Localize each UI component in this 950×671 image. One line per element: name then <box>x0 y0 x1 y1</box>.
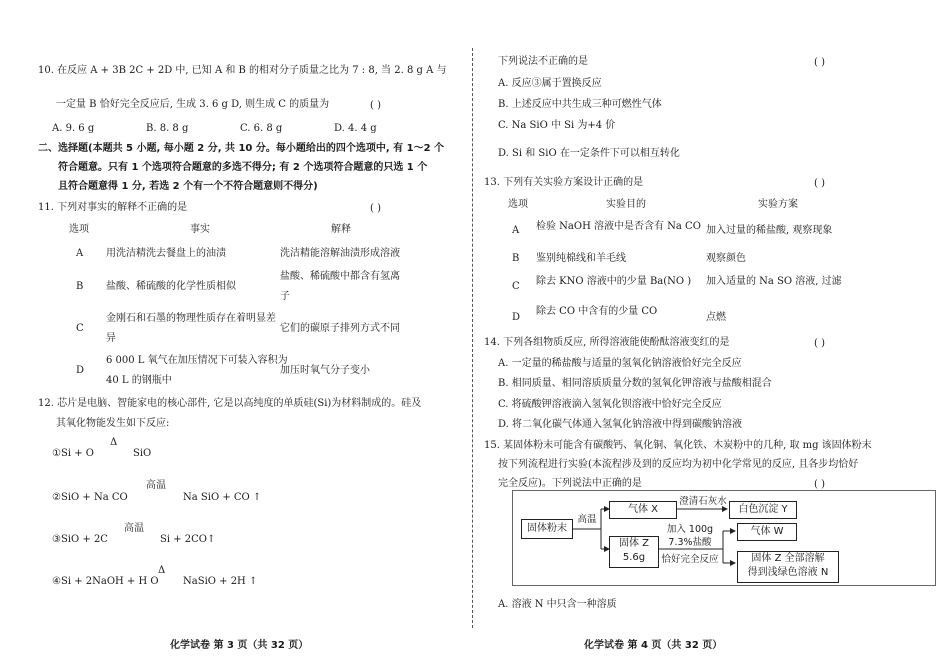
q11-row-d-expl: 加压时氧气分子变小 <box>280 365 370 376</box>
q12-reaction2-right: Na SiO + CO ↑ <box>183 492 262 503</box>
q11-row-c-fact: 金刚石和石墨的物理性质存在着明显差 <box>106 313 276 324</box>
q12-reaction4-right: NaSiO + 2H ↑ <box>183 576 258 587</box>
q13-row-c-goal: 除去 KNO 溶液中的少量 Ba(NO ) <box>536 276 692 287</box>
q11-row-b-expl: 盐酸、稀硫酸中都含有氢离 <box>280 271 400 282</box>
flow-node-gas-x: 气体 X <box>609 501 677 519</box>
q12-reaction4-condition: Δ <box>158 565 166 576</box>
q12-reaction1-condition: Δ <box>110 437 118 448</box>
flow-cond-acid: 7.3%盐酸 <box>668 537 712 548</box>
flow-solid-z-label: 固体 Z <box>618 538 650 549</box>
q12-line1: 12. 芯片是电脑、智能家电的核心部件, 它是以高纯度的单质硅(Si)为材料制成的。硅及 <box>38 398 422 409</box>
flow-solution-n-line1: 固体 Z 全部溶解 <box>751 553 825 564</box>
section2-line2: 符合题意。只有 1 个选项符合题意的多选不得分; 有 2 个选项符合题意的只选 1 个 <box>58 162 428 173</box>
flow-cond-add: 加入 100g <box>666 524 714 535</box>
q11-row-c-fact2: 异 <box>106 333 116 344</box>
flow-solid-z-mass: 5.6g <box>622 552 646 563</box>
flow-node-start: 固体粉末 <box>521 519 573 539</box>
q11-header-option: 选项 <box>69 224 89 235</box>
q12-line2: 其氧化物能发生如下反应: <box>56 418 170 429</box>
q12-reaction2-left: ②SiO + Na CO <box>52 492 128 503</box>
q13-row-c-plan: 加入适量的 Na SO 溶液, 过滤 <box>706 276 842 287</box>
q11-row-a-fact: 用洗洁精洗去餐盘上的油渍 <box>106 248 226 259</box>
q15-line1: 15. 某固体粉末可能含有碳酸钙、氧化铜、氧化铁、木炭粉中的几种, 取 mg 该固体粉末 <box>484 440 872 451</box>
q12-option-d: D. Si 和 SiO 在一定条件下可以相互转化 <box>498 148 680 159</box>
q10-option-d: D. 4. 4 g <box>334 123 377 134</box>
q13-row-b-goal: 鉴别纯棉线和羊毛线 <box>536 253 626 264</box>
q12-reaction1-right: SiO <box>133 448 152 459</box>
q13-row-a-goal: 检验 NaOH 溶液中是否含有 Na CO <box>536 221 701 232</box>
flow-node-gas-w: 气体 W <box>737 523 797 541</box>
q12-reaction1-left: ①Si + O <box>52 448 94 459</box>
q11-answer-paren: ( ) <box>370 203 381 214</box>
q15-line3: 完全反应)。下列说法中正确的是 <box>498 478 642 489</box>
section2-line3: 且符合题意得 1 分, 若选 2 个有一个不符合题意则不得分) <box>58 181 318 192</box>
q11-header-fact: 事实 <box>190 224 210 235</box>
flow-solution-n-line2: 得到浅绿色溶液 N <box>747 567 829 578</box>
q15-option-a: A. 溶液 N 中只含一种溶质 <box>498 599 617 610</box>
q14-answer-paren: ( ) <box>814 338 825 349</box>
q15-flowchart <box>512 490 936 586</box>
q13-row-d-opt: D <box>512 312 521 323</box>
left-page <box>0 0 470 671</box>
q12-answer-paren: ( ) <box>814 57 825 68</box>
q12-option-c: C. Na SiO 中 Si 为+4 价 <box>498 120 616 131</box>
q11-row-a-opt: A <box>76 248 84 259</box>
flow-node-precipitate-y: 白色沉淀 Y <box>729 501 797 519</box>
flow-node-solid-z <box>609 536 659 568</box>
q13-header-plan: 实验方案 <box>758 199 798 210</box>
q12-reaction3-left: ③SiO + 2C <box>52 534 108 545</box>
flow-cond-limewater: 澄清石灰水 <box>679 496 727 507</box>
left-page-footer: 化学试卷 第 3 页（共 32 页） <box>170 640 309 651</box>
q15-line2: 按下列流程进行实验(本流程涉及到的反应均为初中化学常见的反应, 且各步均恰好 <box>498 459 859 470</box>
q11-row-c-expl: 它们的碳原子排列方式不同 <box>280 323 400 334</box>
q10-answer-paren: ( ) <box>370 100 381 111</box>
q13-row-b-opt: B <box>512 253 520 264</box>
q15-answer-paren: ( ) <box>814 479 825 490</box>
flow-cond-high-temp: 高温 <box>577 514 597 525</box>
q12-option-a: A. 反应③属于置换反应 <box>498 78 602 89</box>
q11-row-b-expl2: 子 <box>280 291 290 302</box>
q13-row-d-plan: 点燃 <box>706 312 726 323</box>
q14-option-b: B. 相同质量、相同溶质质量分数的氢氧化钾溶液与盐酸相混合 <box>498 378 772 389</box>
q14-option-c: C. 将硫酸钾溶液滴入氢氧化钡溶液中恰好完全反应 <box>498 399 722 410</box>
q14-stem: 14. 下列各组物质反应, 所得溶液能使酚酞溶液变红的是 <box>484 337 730 348</box>
flow-node-solution-n <box>737 551 839 583</box>
right-page-footer: 化学试卷 第 4 页（共 32 页） <box>584 640 723 651</box>
q12-reaction4-left: ④Si + 2NaOH + H O <box>52 576 159 587</box>
q10-option-a: A. 9. 6 g <box>52 123 95 134</box>
q13-header-option: 选项 <box>508 199 528 210</box>
q11-header-expl: 解释 <box>331 224 351 235</box>
q12-reaction2-condition: 高温 <box>146 480 166 491</box>
q10-option-b: B. 8. 8 g <box>146 123 189 134</box>
q10-line1: 10. 在反应 A + 3B 2C + 2D 中, 已知 A 和 B 的相对分子质量之比为 7 : 8, 当 2. 8 g A 与 <box>38 65 447 76</box>
q13-row-b-plan: 观察颜色 <box>706 253 746 264</box>
q12-cont-stem: 下列说法不正确的是 <box>498 56 588 67</box>
flow-cond-complete: 恰好完全反应 <box>661 554 719 565</box>
q13-row-a-opt: A <box>512 225 520 236</box>
q10-line2: 一定量 B 恰好完全反应后, 生成 3. 6 g D, 则生成 C 的质量为 <box>56 99 330 110</box>
q13-stem: 13. 下列有关实验方案设计正确的是 <box>484 177 644 188</box>
q11-row-d-fact2: 40 L 的钢瓶中 <box>106 375 172 386</box>
q11-stem: 11. 下列对事实的解释不正确的是 <box>38 202 188 213</box>
q11-row-a-expl: 洗洁精能溶解油渍形成溶液 <box>280 248 400 259</box>
section2-line1: 二、选择题(本题共 5 小题, 每小题 2 分, 共 10 分。每小题给出的四个选项中, 有 1～2 个 <box>38 143 445 154</box>
q14-option-d: D. 将二氧化碳气体通入氢氧化钠溶液中得到碳酸钠溶液 <box>498 419 743 430</box>
q12-reaction3-condition: 高温 <box>124 523 144 534</box>
q11-row-b-opt: B <box>76 281 84 292</box>
page-divider <box>472 48 473 628</box>
q13-row-a-plan: 加入过量的稀盐酸, 观察现象 <box>706 225 833 236</box>
q14-option-a: A. 一定量的稀盐酸与适量的氢氧化钠溶液恰好完全反应 <box>498 358 742 369</box>
q13-header-goal: 实验目的 <box>606 199 646 210</box>
q11-row-d-fact: 6 000 L 氧气在加压情况下可装入容积为 <box>106 355 288 366</box>
q13-row-d-goal: 除去 CO 中含有的少量 CO <box>536 306 658 317</box>
q12-reaction3-right: Si + 2CO↑ <box>160 534 216 545</box>
right-page <box>478 0 950 671</box>
q12-option-b: B. 上述反应中共生成三种可燃性气体 <box>498 99 662 110</box>
q11-row-b-fact: 盐酸、稀硫酸的化学性质相似 <box>106 281 236 292</box>
q11-row-d-opt: D <box>76 365 85 376</box>
q11-row-c-opt: C <box>76 323 84 334</box>
q13-answer-paren: ( ) <box>814 178 825 189</box>
q13-row-c-opt: C <box>512 281 520 292</box>
q10-option-c: C. 6. 8 g <box>240 123 283 134</box>
